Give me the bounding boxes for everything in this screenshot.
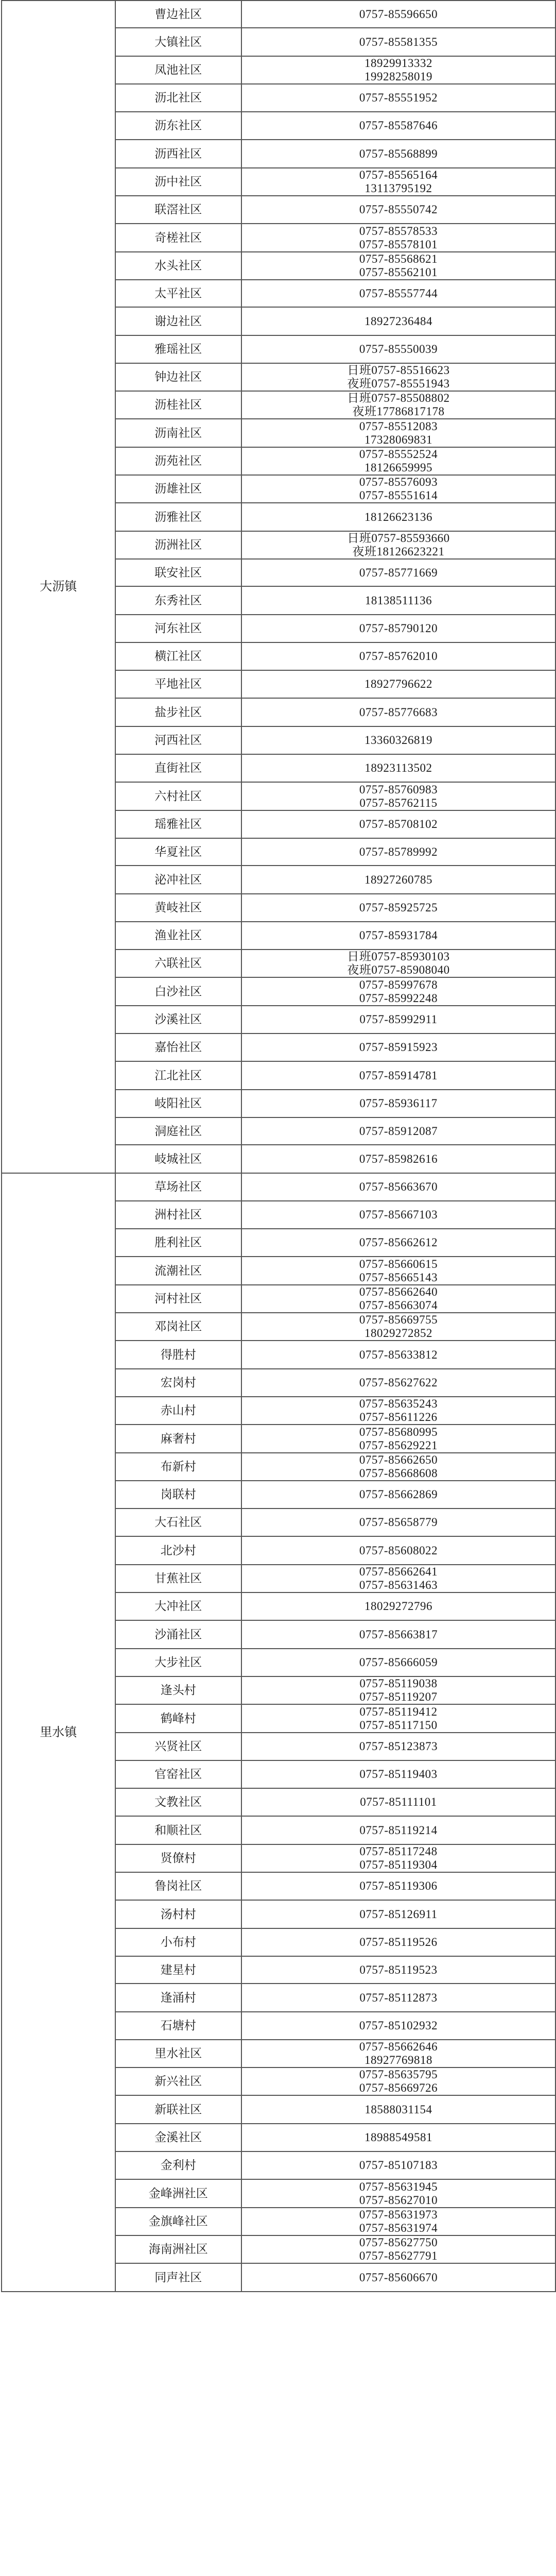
community-name-cell: 贤僚村 bbox=[115, 1844, 241, 1872]
community-name-cell: 岗联村 bbox=[115, 1481, 241, 1509]
phone-number: 0757-85578101 bbox=[359, 238, 438, 251]
community-name-cell: 凤池社区 bbox=[115, 56, 241, 84]
phone-number: 0757-85117248 bbox=[359, 1845, 438, 1858]
community-name-cell: 逢头村 bbox=[115, 1676, 241, 1704]
phone-cell bbox=[241, 2179, 555, 2208]
phone-number: 0757-85551614 bbox=[359, 489, 438, 502]
phone-number: 0757-85627622 bbox=[359, 1376, 438, 1389]
phone-number: 0757-85112873 bbox=[359, 1991, 438, 2004]
phone-number: 0757-85117150 bbox=[359, 1718, 438, 1732]
community-name-cell: 沥雅社区 bbox=[115, 503, 241, 531]
community-name-cell: 沥东社区 bbox=[115, 112, 241, 140]
phone-number: 17328069831 bbox=[364, 433, 432, 446]
phone-number: 日班0757-85508802 bbox=[347, 392, 450, 404]
phone-cell bbox=[241, 1872, 555, 1900]
phone-number: 0757-85669755 bbox=[359, 1313, 438, 1326]
phone-number: 0757-85568899 bbox=[359, 147, 438, 160]
phone-cell bbox=[241, 1397, 555, 1425]
community-contact-table bbox=[1, 0, 556, 2292]
phone-number: 0757-85680995 bbox=[359, 1425, 438, 1438]
phone-number: 0757-85669726 bbox=[359, 2081, 438, 2094]
phone-number: 0757-85119304 bbox=[359, 1858, 438, 1871]
community-name-cell: 六村社区 bbox=[115, 782, 241, 810]
phone-cell bbox=[241, 950, 555, 977]
phone-number: 0757-85552524 bbox=[359, 448, 438, 461]
phone-cell bbox=[241, 1649, 555, 1676]
phone-number: 0757-85631973 bbox=[359, 2208, 438, 2221]
phone-number: 0757-85608022 bbox=[359, 1544, 438, 1557]
phone-cell bbox=[241, 28, 555, 56]
phone-number: 18988549581 bbox=[364, 2131, 432, 2144]
community-name-cell: 沥西社区 bbox=[115, 140, 241, 168]
phone-number: 0757-85666059 bbox=[359, 1656, 438, 1669]
community-name-cell: 白沙社区 bbox=[115, 977, 241, 1006]
community-name-cell: 兴贤社区 bbox=[115, 1733, 241, 1760]
phone-cell bbox=[241, 754, 555, 782]
community-name-cell: 宏岗村 bbox=[115, 1369, 241, 1397]
phone-number: 0757-85627010 bbox=[359, 2193, 438, 2207]
phone-cell bbox=[241, 1173, 555, 1201]
phone-number: 0757-85629221 bbox=[359, 1438, 438, 1452]
phone-cell bbox=[241, 1145, 555, 1173]
phone-number: 0757-85557744 bbox=[359, 286, 438, 300]
phone-number: 0757-85119526 bbox=[359, 1936, 438, 1948]
town-cell: 大沥镇 bbox=[2, 1, 115, 1173]
community-name-cell: 直街社区 bbox=[115, 754, 241, 782]
community-name-cell: 邓岗社区 bbox=[115, 1313, 241, 1341]
community-name-cell: 沙溪社区 bbox=[115, 1006, 241, 1033]
phone-cell bbox=[241, 1733, 555, 1760]
community-name-cell: 新联社区 bbox=[115, 2095, 241, 2124]
community-name-cell: 金峰洲社区 bbox=[115, 2179, 241, 2208]
community-name-cell: 曹边社区 bbox=[115, 1, 241, 28]
phone-number: 0757-85992248 bbox=[359, 991, 438, 1005]
phone-cell bbox=[241, 1788, 555, 1816]
community-name-cell: 沥洲社区 bbox=[115, 531, 241, 559]
phone-number: 0757-85662612 bbox=[359, 1236, 438, 1249]
phone-number: 0757-85762115 bbox=[359, 796, 438, 809]
phone-number: 0757-85665143 bbox=[359, 1270, 438, 1284]
community-name-cell: 沥中社区 bbox=[115, 168, 241, 196]
community-name-cell: 大镇社区 bbox=[115, 28, 241, 56]
community-name-cell: 金旗峰社区 bbox=[115, 2208, 241, 2235]
community-name-cell: 河村社区 bbox=[115, 1285, 241, 1313]
phone-number: 0757-85568621 bbox=[359, 252, 438, 265]
community-name-cell: 麻奢村 bbox=[115, 1425, 241, 1453]
phone-cell bbox=[241, 1844, 555, 1872]
phone-cell bbox=[241, 2095, 555, 2124]
phone-cell bbox=[241, 112, 555, 140]
phone-cell bbox=[241, 307, 555, 335]
community-name-cell: 胜利社区 bbox=[115, 1229, 241, 1257]
phone-number: 0757-85997678 bbox=[359, 978, 438, 991]
community-name-cell: 赤山村 bbox=[115, 1397, 241, 1425]
phone-number: 0757-85982616 bbox=[359, 1152, 438, 1165]
phone-number: 0757-85789992 bbox=[359, 845, 438, 858]
community-name-cell: 洲村社区 bbox=[115, 1201, 241, 1229]
phone-number: 0757-85102932 bbox=[359, 2019, 438, 2032]
phone-cell bbox=[241, 503, 555, 531]
community-name-cell: 东秀社区 bbox=[115, 586, 241, 615]
community-name-cell: 大冲社区 bbox=[115, 1592, 241, 1620]
phone-number: 0757-85663670 bbox=[359, 1180, 438, 1193]
community-name-cell: 联安社区 bbox=[115, 559, 241, 586]
community-name-cell: 雅瑶社区 bbox=[115, 335, 241, 363]
phone-cell bbox=[241, 280, 555, 307]
community-name-cell: 大石社区 bbox=[115, 1509, 241, 1536]
phone-number: 0757-85931784 bbox=[359, 929, 438, 942]
phone-cell bbox=[241, 1704, 555, 1733]
phone-number: 0757-85790120 bbox=[359, 622, 438, 635]
phone-number: 18126659995 bbox=[364, 461, 432, 474]
community-name-cell: 草场社区 bbox=[115, 1173, 241, 1201]
phone-number: 0757-85912087 bbox=[359, 1124, 438, 1138]
phone-cell bbox=[241, 1760, 555, 1788]
phone-number: 0757-85760983 bbox=[359, 783, 438, 796]
community-name-cell: 鲁岗社区 bbox=[115, 1872, 241, 1900]
community-name-cell: 水头社区 bbox=[115, 252, 241, 280]
phone-cell bbox=[241, 335, 555, 363]
phone-number: 0757-85551952 bbox=[359, 91, 438, 104]
community-name-cell: 渔业社区 bbox=[115, 922, 241, 950]
phone-cell bbox=[241, 363, 555, 391]
community-name-cell: 瑶雅社区 bbox=[115, 810, 241, 838]
phone-cell bbox=[241, 1453, 555, 1481]
phone-number: 0757-85107183 bbox=[359, 2159, 438, 2172]
phone-number: 0757-85550039 bbox=[359, 343, 438, 355]
community-name-cell: 沙涌社区 bbox=[115, 1620, 241, 1649]
community-name-cell: 沥雄社区 bbox=[115, 475, 241, 503]
community-name-cell: 汤村村 bbox=[115, 1900, 241, 1928]
community-name-cell: 江北社区 bbox=[115, 1061, 241, 1090]
phone-cell bbox=[241, 1257, 555, 1285]
phone-cell bbox=[241, 1928, 555, 1956]
phone-number: 18927769818 bbox=[364, 2054, 432, 2066]
community-name-cell: 里水社区 bbox=[115, 2040, 241, 2067]
phone-cell bbox=[241, 977, 555, 1006]
phone-cell bbox=[241, 2124, 555, 2151]
phone-number: 0757-85708102 bbox=[359, 818, 438, 831]
phone-cell bbox=[241, 698, 555, 726]
community-name-cell: 新兴社区 bbox=[115, 2067, 241, 2095]
community-name-cell: 盐步社区 bbox=[115, 698, 241, 726]
phone-cell bbox=[241, 1425, 555, 1453]
phone-cell bbox=[241, 586, 555, 615]
phone-number: 0757-85587646 bbox=[359, 119, 438, 132]
phone-number: 0757-85576093 bbox=[359, 476, 438, 488]
phone-number: 18029272796 bbox=[364, 1600, 432, 1613]
phone-number: 0757-85633812 bbox=[359, 1348, 438, 1361]
phone-number: 0757-85631974 bbox=[359, 2222, 438, 2234]
phone-cell bbox=[241, 894, 555, 922]
community-name-cell: 黄岐社区 bbox=[115, 894, 241, 922]
phone-number: 0757-85635243 bbox=[359, 1397, 438, 1410]
community-name-cell: 逢涌村 bbox=[115, 1984, 241, 2012]
phone-cell bbox=[241, 726, 555, 754]
phone-cell bbox=[241, 419, 555, 447]
community-name-cell: 北沙村 bbox=[115, 1536, 241, 1565]
community-name-cell: 洞庭社区 bbox=[115, 1117, 241, 1145]
community-name-cell: 金利村 bbox=[115, 2151, 241, 2179]
phone-number: 0757-85668608 bbox=[359, 1467, 438, 1480]
phone-cell bbox=[241, 1090, 555, 1117]
phone-number: 0757-85663074 bbox=[359, 1299, 438, 1312]
phone-number: 0757-85578533 bbox=[359, 224, 438, 238]
phone-number: 0757-85662869 bbox=[359, 1488, 438, 1501]
phone-number: 18029272852 bbox=[364, 1327, 432, 1340]
phone-cell bbox=[241, 642, 555, 670]
phone-number: 0757-85631945 bbox=[359, 2180, 438, 2193]
phone-number: 夜班17786817178 bbox=[352, 405, 445, 418]
phone-number: 0757-85635795 bbox=[359, 2068, 438, 2081]
phone-number: 0757-85596650 bbox=[359, 7, 438, 21]
phone-cell bbox=[241, 447, 555, 475]
community-name-cell: 得胜村 bbox=[115, 1341, 241, 1369]
phone-number: 0757-85611226 bbox=[359, 1411, 438, 1423]
phone-number: 13113795192 bbox=[364, 182, 432, 195]
phone-number: 18927796622 bbox=[364, 677, 432, 690]
phone-number: 0757-85662650 bbox=[359, 1453, 438, 1466]
community-name-cell: 流潮社区 bbox=[115, 1257, 241, 1285]
phone-number: 0757-85771669 bbox=[359, 566, 438, 579]
phone-cell bbox=[241, 615, 555, 642]
phone-cell bbox=[241, 1984, 555, 2012]
phone-number: 0757-85119214 bbox=[359, 1823, 438, 1837]
phone-cell bbox=[241, 1509, 555, 1536]
community-name-cell: 大步社区 bbox=[115, 1649, 241, 1676]
community-name-cell: 横江社区 bbox=[115, 642, 241, 670]
phone-number: 0757-85627750 bbox=[359, 2236, 438, 2249]
phone-cell bbox=[241, 1676, 555, 1704]
phone-cell bbox=[241, 1620, 555, 1649]
phone-cell bbox=[241, 2040, 555, 2067]
phone-cell bbox=[241, 1, 555, 28]
community-name-cell: 河西社区 bbox=[115, 726, 241, 754]
community-name-cell: 文教社区 bbox=[115, 1788, 241, 1816]
community-name-cell: 甘蕉社区 bbox=[115, 1565, 241, 1592]
phone-number: 0757-85119412 bbox=[359, 1705, 438, 1718]
phone-cell bbox=[241, 391, 555, 419]
phone-number: 18126623136 bbox=[364, 510, 432, 523]
phone-cell bbox=[241, 140, 555, 168]
phone-number: 0757-85119207 bbox=[359, 1690, 438, 1703]
phone-number: 日班0757-85593660 bbox=[347, 532, 450, 545]
phone-number: 0757-85662641 bbox=[359, 1565, 438, 1578]
phone-cell bbox=[241, 2151, 555, 2179]
phone-cell bbox=[241, 2235, 555, 2263]
phone-cell bbox=[241, 1481, 555, 1509]
community-name-cell: 华夏社区 bbox=[115, 838, 241, 866]
table-body bbox=[2, 1, 555, 2292]
phone-number: 0757-85111101 bbox=[360, 1795, 437, 1808]
community-name-cell: 建星村 bbox=[115, 1956, 241, 1984]
phone-cell bbox=[241, 475, 555, 503]
phone-number: 18588031154 bbox=[364, 2103, 432, 2116]
town-cell: 里水镇 bbox=[2, 1173, 115, 2292]
phone-number: 0757-85663817 bbox=[359, 1628, 438, 1641]
phone-number: 0757-85992911 bbox=[359, 1013, 438, 1026]
phone-cell bbox=[241, 1816, 555, 1844]
phone-number: 18923113502 bbox=[364, 761, 432, 774]
phone-number: 0757-85762010 bbox=[359, 650, 438, 663]
phone-number: 0757-85667103 bbox=[359, 1208, 438, 1221]
phone-cell bbox=[241, 168, 555, 196]
community-name-cell: 金溪社区 bbox=[115, 2124, 241, 2151]
phone-cell bbox=[241, 1565, 555, 1592]
phone-number: 0757-85512083 bbox=[359, 419, 438, 433]
phone-number: 18929913332 bbox=[364, 57, 432, 70]
phone-number: 0757-85631463 bbox=[359, 1579, 438, 1591]
community-name-cell: 太平社区 bbox=[115, 280, 241, 307]
phone-number: 0757-85776683 bbox=[359, 705, 438, 719]
phone-cell bbox=[241, 1536, 555, 1565]
phone-cell bbox=[241, 670, 555, 698]
phone-number: 0757-85119038 bbox=[359, 1677, 438, 1690]
phone-cell bbox=[241, 1033, 555, 1061]
community-name-cell: 奇槎社区 bbox=[115, 224, 241, 252]
phone-cell bbox=[241, 1313, 555, 1341]
phone-cell bbox=[241, 1201, 555, 1229]
community-name-cell: 钟边社区 bbox=[115, 363, 241, 391]
table-row bbox=[2, 1, 555, 28]
phone-number: 18927260785 bbox=[364, 873, 432, 886]
phone-number: 0757-85915923 bbox=[359, 1041, 438, 1054]
community-name-cell: 小布村 bbox=[115, 1928, 241, 1956]
phone-cell bbox=[241, 224, 555, 252]
phone-cell bbox=[241, 2012, 555, 2040]
table-row bbox=[2, 1173, 555, 1201]
phone-cell bbox=[241, 1341, 555, 1369]
phone-cell bbox=[241, 56, 555, 84]
community-name-cell: 沥桂社区 bbox=[115, 391, 241, 419]
community-name-cell: 谢边社区 bbox=[115, 307, 241, 335]
phone-cell bbox=[241, 2263, 555, 2292]
community-name-cell: 岐阳社区 bbox=[115, 1090, 241, 1117]
phone-cell bbox=[241, 1369, 555, 1397]
phone-number: 0757-85662640 bbox=[359, 1285, 438, 1298]
phone-cell bbox=[241, 1956, 555, 1984]
phone-cell bbox=[241, 1592, 555, 1620]
community-name-cell: 鹤峰村 bbox=[115, 1704, 241, 1733]
phone-cell bbox=[241, 2208, 555, 2235]
phone-cell bbox=[241, 531, 555, 559]
community-name-cell: 河东社区 bbox=[115, 615, 241, 642]
community-name-cell: 同声社区 bbox=[115, 2263, 241, 2292]
community-name-cell: 和顺社区 bbox=[115, 1816, 241, 1844]
phone-number: 0757-85119523 bbox=[359, 1963, 438, 1976]
community-name-cell: 泌冲社区 bbox=[115, 866, 241, 894]
phone-number: 19928258019 bbox=[364, 70, 432, 83]
phone-cell bbox=[241, 810, 555, 838]
phone-number: 日班0757-85516623 bbox=[347, 364, 450, 377]
community-name-cell: 沥北社区 bbox=[115, 84, 241, 112]
phone-number: 18927236484 bbox=[364, 314, 432, 328]
phone-cell bbox=[241, 1117, 555, 1145]
phone-number: 0757-85126911 bbox=[359, 1907, 438, 1921]
community-name-cell: 嘉怡社区 bbox=[115, 1033, 241, 1061]
phone-number: 0757-85660615 bbox=[359, 1257, 438, 1270]
phone-number: 0757-85627791 bbox=[359, 2249, 438, 2262]
phone-cell bbox=[241, 1006, 555, 1033]
phone-number: 夜班0757-85551943 bbox=[347, 377, 450, 390]
phone-number: 日班0757-85930103 bbox=[347, 950, 450, 963]
phone-number: 0757-85119403 bbox=[359, 1768, 438, 1781]
community-name-cell: 岐城社区 bbox=[115, 1145, 241, 1173]
phone-cell bbox=[241, 2067, 555, 2095]
community-name-cell: 海南洲社区 bbox=[115, 2235, 241, 2263]
phone-cell bbox=[241, 838, 555, 866]
phone-cell bbox=[241, 559, 555, 586]
phone-cell bbox=[241, 1061, 555, 1090]
phone-number: 13360326819 bbox=[364, 734, 432, 747]
phone-cell bbox=[241, 84, 555, 112]
phone-number: 0757-85550742 bbox=[359, 203, 438, 216]
phone-number: 0757-85658779 bbox=[359, 1516, 438, 1529]
phone-number: 夜班0757-85908040 bbox=[347, 963, 450, 976]
phone-number: 18138511136 bbox=[364, 594, 432, 607]
community-name-cell: 沥南社区 bbox=[115, 419, 241, 447]
phone-number: 0757-85123873 bbox=[359, 1740, 438, 1753]
community-name-cell: 六联社区 bbox=[115, 950, 241, 977]
phone-number: 0757-85565164 bbox=[359, 168, 438, 181]
community-name-cell: 石塘村 bbox=[115, 2012, 241, 2040]
community-name-cell: 官窑社区 bbox=[115, 1760, 241, 1788]
phone-cell bbox=[241, 782, 555, 810]
phone-number: 0757-85925725 bbox=[359, 901, 438, 914]
phone-cell bbox=[241, 922, 555, 950]
phone-number: 0757-85606670 bbox=[359, 2270, 438, 2284]
phone-number: 0757-85562101 bbox=[359, 266, 438, 279]
phone-cell bbox=[241, 1900, 555, 1928]
phone-cell bbox=[241, 252, 555, 280]
phone-cell bbox=[241, 1285, 555, 1313]
phone-number: 0757-85914781 bbox=[359, 1069, 438, 1082]
community-name-cell: 沥苑社区 bbox=[115, 447, 241, 475]
phone-cell bbox=[241, 1229, 555, 1257]
phone-number: 夜班18126623221 bbox=[352, 545, 445, 558]
phone-cell bbox=[241, 196, 555, 224]
phone-number: 0757-85581355 bbox=[359, 35, 438, 48]
phone-number: 0757-85119306 bbox=[359, 1879, 438, 1892]
community-name-cell: 平地社区 bbox=[115, 670, 241, 698]
community-name-cell: 布新村 bbox=[115, 1453, 241, 1481]
community-name-cell: 联滘社区 bbox=[115, 196, 241, 224]
phone-cell bbox=[241, 866, 555, 894]
phone-number: 0757-85936117 bbox=[359, 1097, 438, 1110]
phone-number: 0757-85662646 bbox=[359, 2040, 438, 2053]
